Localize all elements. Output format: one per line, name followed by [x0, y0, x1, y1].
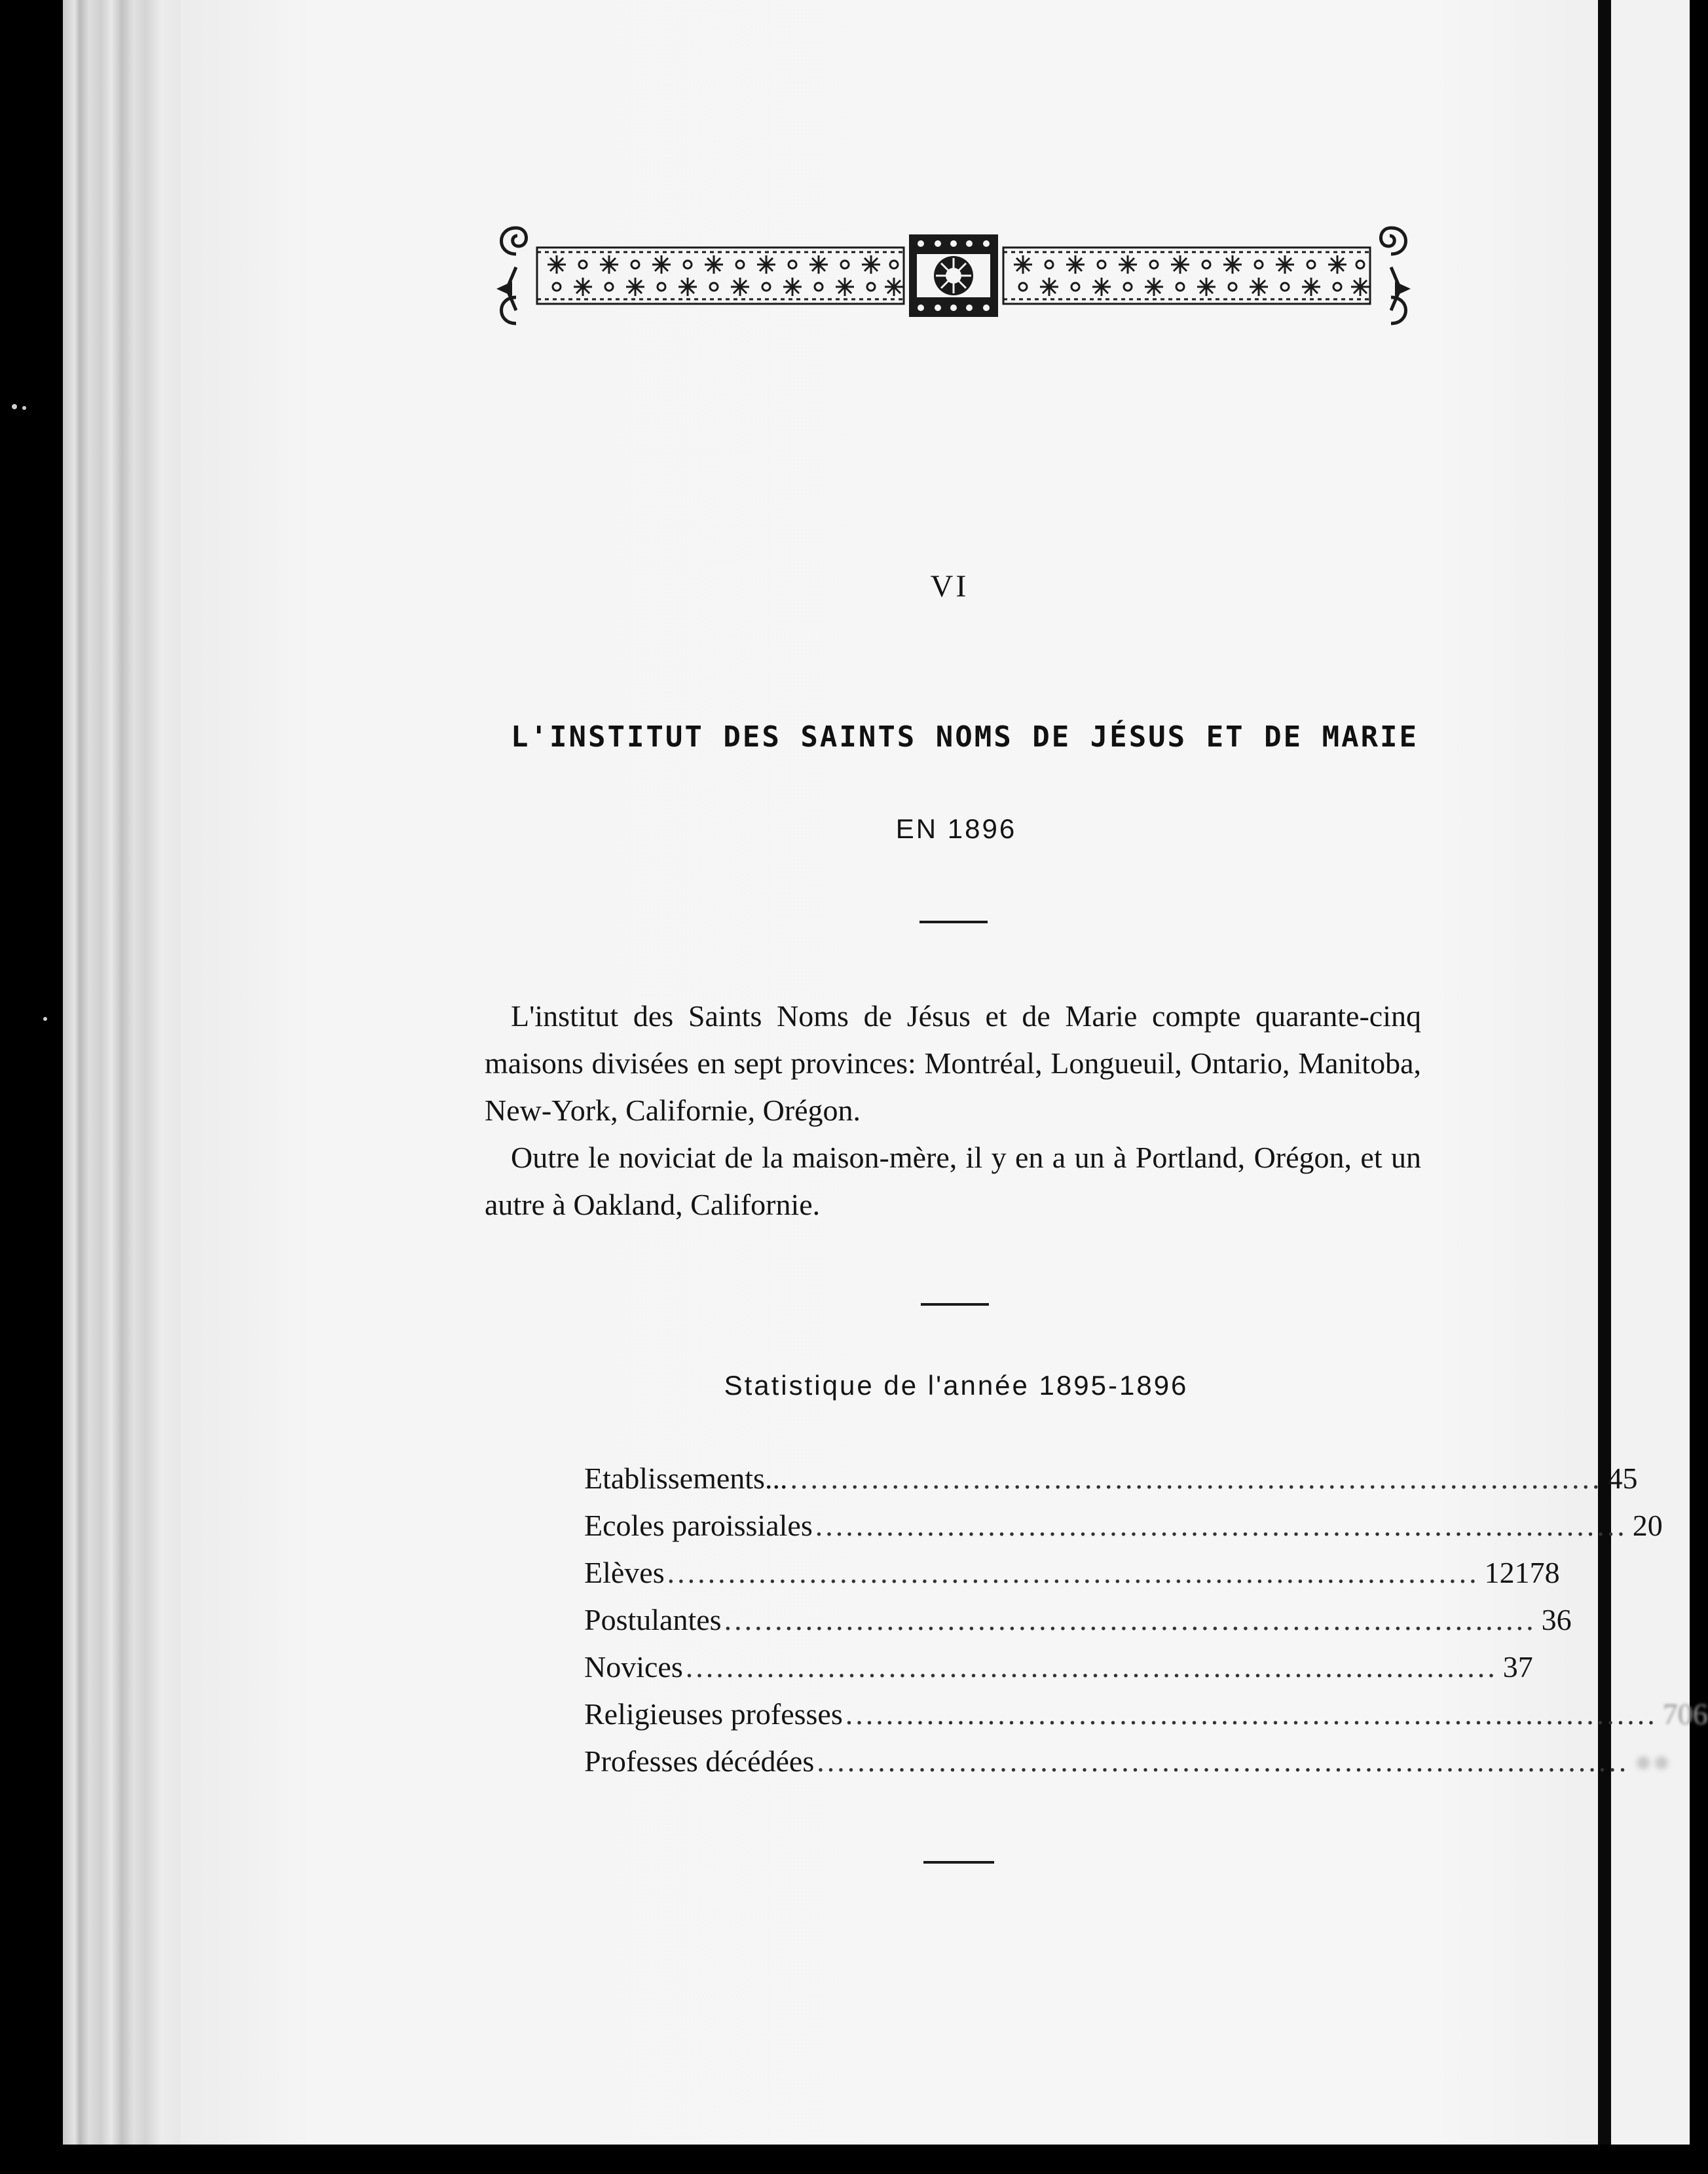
stat-row: [584, 1502, 1663, 1549]
section-divider: [923, 1861, 994, 1864]
stat-value: 37: [1502, 1650, 1533, 1684]
stat-row: [584, 1549, 1560, 1596]
stat-row: [584, 1596, 1572, 1644]
section-divider: [921, 1303, 989, 1306]
dot-leader: ................................................................................: [790, 1462, 1603, 1495]
stat-value: 36: [1541, 1603, 1572, 1636]
adjacent-page-edge: [1611, 0, 1690, 2145]
statistics-table: [584, 1455, 1708, 1785]
dot-leader: ................................................................................: [667, 1556, 1479, 1589]
dust-speck: [12, 404, 17, 409]
stat-row: [584, 1691, 1708, 1738]
stat-label: Postulantes: [584, 1603, 722, 1636]
body-paragraph: Outre le noviciat de la maison-mère, il y en a un à Portland, Orégon, et un autre à Oakland, Californie.: [485, 1141, 1421, 1221]
page-edge-stack: [63, 0, 187, 2145]
stat-row: [584, 1644, 1533, 1691]
dot-leader: ................................................................................: [815, 1509, 1627, 1542]
scan-border-bottom: [0, 2145, 1690, 2174]
stat-label: Professes décédées: [584, 1744, 815, 1778]
stat-label: Elèves: [584, 1556, 665, 1589]
chapter-subtitle: EN 1896: [895, 813, 1017, 844]
stat-value-smudged: ●●: [1634, 1744, 1671, 1778]
stat-row: [584, 1738, 1671, 1785]
dot-leader: ................................................................................: [845, 1697, 1658, 1731]
stat-row: [584, 1455, 1638, 1502]
dust-speck: [43, 1017, 47, 1021]
section-divider: [919, 921, 988, 923]
stat-value: 20: [1632, 1509, 1663, 1542]
stat-label: Religieuses professes: [584, 1697, 843, 1731]
book-gutter: [1598, 0, 1611, 2145]
stat-value: 12178: [1484, 1556, 1560, 1589]
dot-leader: ................................................................................: [685, 1650, 1498, 1684]
stat-label: Novices: [584, 1650, 683, 1684]
statistics-heading: Statistique de l'année 1895-1896: [724, 1370, 1189, 1401]
chapter-title: L'INSTITUT DES SAINTS NOMS DE JÉSUS ET DE MARIE: [511, 720, 1419, 754]
dot-leader: ................................................................................: [724, 1603, 1536, 1636]
stat-label: Etablissements...: [584, 1462, 788, 1495]
chapter-number: VI: [930, 569, 969, 604]
decorative-header-ornament: [485, 228, 1422, 323]
dust-speck: [22, 406, 26, 410]
dot-leader: ................................................................................: [817, 1744, 1629, 1778]
stat-value: 706: [1662, 1697, 1708, 1731]
stat-value: 45: [1607, 1462, 1638, 1495]
body-paragraph: L'institut des Saints Noms de Jésus et de Marie compte quarante-cinq maisons divisées en sept provinces: Montréal, Longueuil, Ontario, Manitoba, New-York, Californie, Orégon.: [485, 999, 1421, 1127]
stat-label: Ecoles paroissiales: [584, 1509, 813, 1542]
